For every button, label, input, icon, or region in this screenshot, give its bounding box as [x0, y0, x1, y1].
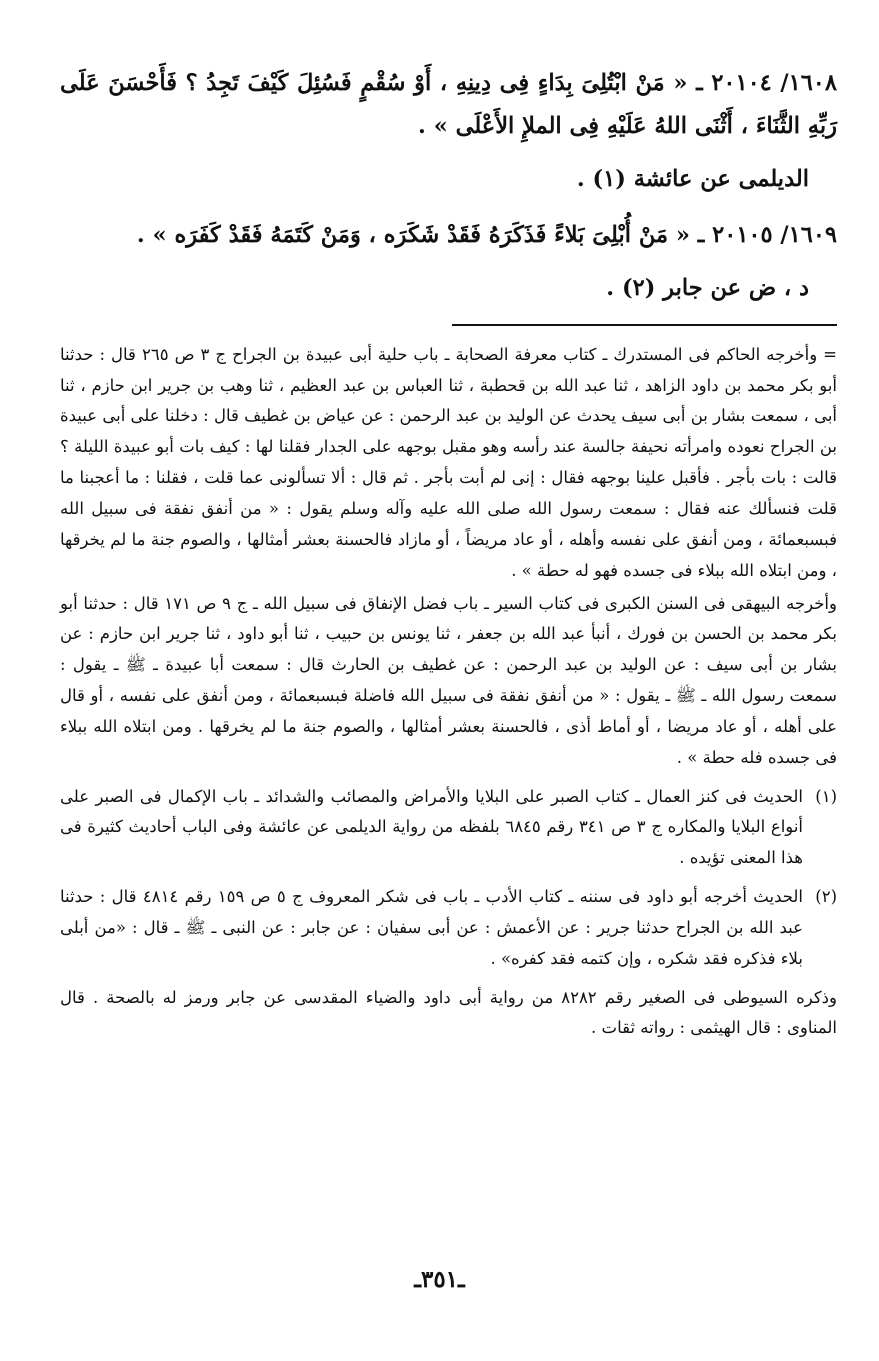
footnote-continuation-hakim: = وأخرجه الحاكم فى المستدرك ـ كتاب معرفة الصحابة ـ باب حلية أبى عبيدة بن الجراح ج ٣ ص ٢٦٥ قال : حدثنا أبو بكر محمد بن داود الزاهد ، ثنا عبد الله بن قحطبة ، ثنا العباس بن عبد العظيم ، ثنا وهب بن جرير ابن حازم ، ثنا أبى ، سمعت بشار بن أبى سيف يحدث عن الوليد بن عبد الرحمن : عن عياض بن غطيف قال : دخلنا على أبى عبيدة بن الجراح نعوده وامرأته نحيفة جالسة عند رأسه وهو مقبل بوجهه على الجدار فقلنا لها : كيف بات أبو عبيدة الليلة ؟ قالت : بات بأجر . فأقبل علينا بوجهه فقال : إنى لم أبت بأجر . ثم قال : ألا تسألونى عما قلت ، فقلنا : ما أعجبنا ما قلت فنسألك عنه فقال : سمعت رسول الله صلى الله عليه وآله وسلم يقول : « من أنفق نفقة فى سبيل الله فبسبعمائة ، ومن أنفق على نفسه وأهله ، أو عاد مريضاً ، أو مازاد فالحسنة بعشر أمثالها ، والصوم جنة ما لم يخرقها ، ومن ابتلاه الله ببلاء فى جسده فهو له حطة » . [60, 344, 838, 580]
footnote-1-number: (١) [815, 786, 837, 806]
main-text [60, 62, 837, 310]
footnote-2 [60, 882, 837, 975]
page-number: ـ٣٥١ـ [414, 1266, 465, 1293]
footnote-2-text: الحديث أخرجه أبو داود فى سننه ـ كتاب الأدب ـ باب فى شكر المعروف ج ٥ ص ١٥٩ رقم ٤٨١٤ قال : حدثنا عبد الله بن الجراح حدثنا جرير : عن الأعمش : عن أبى سفيان : عن جابر : عن النبى ـ ﷺ ـ قال : «من أبلى بلاء فذكره فقد شكره ، وإن كتمه فقد كفره» . [60, 887, 803, 968]
footnote-continuation-bayhaqi: وأخرجه البيهقى فى السنن الكبرى فى كتاب السير ـ باب فضل الإنفاق فى سبيل الله ـ ج ٩ ص ١٧١ قال : حدثنا أبو بكر محمد بن الحسن بن فورك ، أنبأ عبد الله بن جعفر ، ثنا يونس بن حبيب ، ثنا أبو داود ، ثنا جرير ابن حازم : عن بشار بن أبى سيف : عن الوليد بن عبد الرحمن : عن غطيف بن الحارث قال : سمعت أبا عبيدة ـ ﷺ ـ يقول : سمعت رسول الله ـ ﷺ ـ يقول : « من أنفق نفقة فى سبيل الله فاضلة فبسبعمائة ، ومن أنفق على نفسه ، أو قال على أهله ، أو عاد مريضا ، أو أماط أذى ، فالحسنة بعشر أمثالها ، والصوم جنة ما لم يخرقها . ومن ابتلاه الله ببلاء فى جسده فله حطة » . [60, 593, 837, 767]
footnote-2-continuation: وذكره السيوطى فى الصغير رقم ٨٢٨٢ من رواية أبى داود والضياء المقدسى عن جابر ورمز له بالصحة . قال المناوى : قال الهيثمى : رواته ثقات . [60, 987, 837, 1038]
footnote-1 [60, 782, 837, 875]
hadith-1609: ١٦٠٩/ ٢٠١٠٥ ـ « مَنْ أُبْلِىَ بَلاءً فَذَكَرَهُ فَقَدْ شَكَرَه ، وَمَنْ كَتَمَهُ فَقَدْ كَفَرَه » . [136, 222, 837, 249]
hadith-1608-source: الديلمى عن عائشة (١) . [576, 165, 809, 192]
hadith-1609-source: د ، ض عن جابر (٢) . [606, 275, 809, 301]
footnote-1-text: الحديث فى كنز العمال ـ كتاب الصبر على البلايا والأمراض والمصائب والشدائد ـ باب الإكمال فى الصبر على أنواع البلايا والمكاره ج ٣ ص ٣٤١ رقم ٦٨٤٥ بلفظه من رواية الديلمى عن عائشة وفى الباب أحاديث كثيرة فى هذا المعنى تؤيده . [60, 786, 803, 868]
footnote-2-number: (٢) [815, 887, 837, 907]
hadith-1608: ١٦٠٨/ ٢٠١٠٤ ـ « مَنْ ابْتُلِىَ بِدَاءٍ فِى دِينِهِ ، أَوْ سُقْمٍ فَسُئِلَ كَيْفَ تَجِدُ ؟ فَأَحْسَنَ عَلَى رَبِّهِ الثَّنَاءَ ، أَثْنَى اللهُ عَلَيْهِ فِى الملإِ الأَعْلَى » . [60, 70, 837, 139]
footnotes [60, 340, 837, 1045]
footnote-divider [452, 324, 837, 326]
